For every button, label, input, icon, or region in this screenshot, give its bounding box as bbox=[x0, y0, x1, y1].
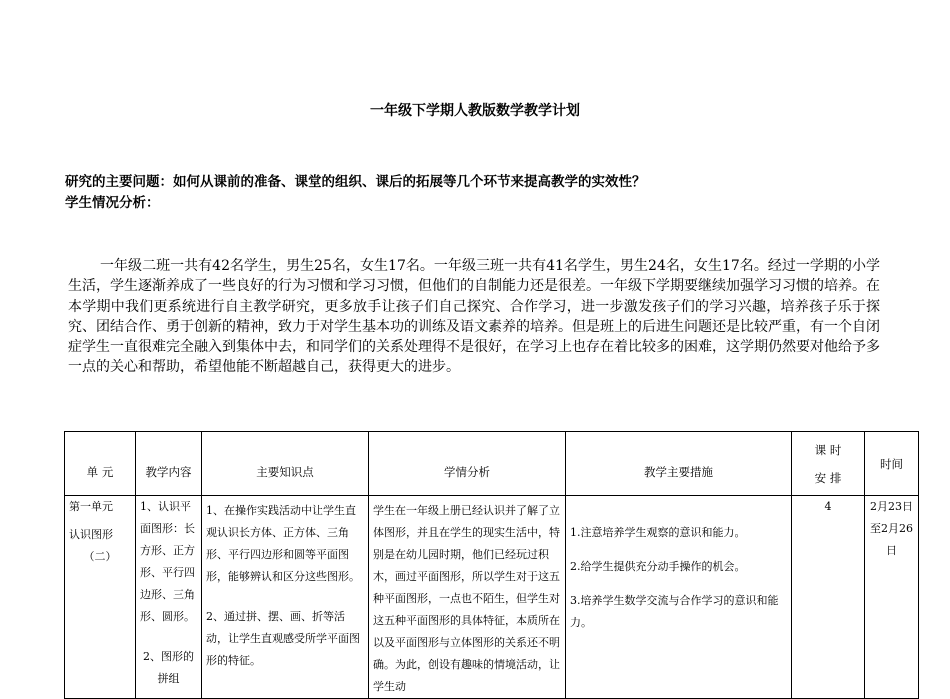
header-knowledge: 主要知识点 bbox=[202, 432, 369, 496]
student-analysis-heading: 学生情况分析： bbox=[65, 195, 160, 211]
content-item-1: 1、认识平面图形：长方形、正方形、平行四边形、三角形、圆形。 bbox=[140, 500, 195, 623]
measure-item-3: 3.培养学生数学交流与合作学习的意识和能力。 bbox=[570, 594, 779, 629]
table-header-row bbox=[65, 432, 919, 496]
cell-measures bbox=[566, 496, 792, 699]
cell-analysis bbox=[369, 496, 566, 699]
table-row bbox=[65, 496, 919, 699]
student-analysis-paragraph: 一年级二班一共有42名学生，男生25名，女生17名。一年级三班一共有41名学生，男生24名，女生17名。经过一学期的小学生活，学生逐渐养成了一些良好的行为习惯和学习习惯，但他们的自制能力还是很差。一年级下学期要继续加强学习习惯的培养。在本学期中我们更系统进行自主教学研究，更多放手让孩子们自己探究、合作学习，进一步激发孩子们的学习兴趣，培养孩子乐于探究、团结合作、勇于创新的精神，致力于对学生基本功的训练及语文素养的培养。但是班上的后进生问题还是比较严重，有一个自闭症学生一直很难完全融入到集体中去，和同学们的关系处理得不是很好，在学习上也存在着比较多的困难，这学期仍然要对他给予多一点的关心和帮助，希望他能不断超越自己，获得更大的进步。 bbox=[68, 258, 880, 376]
cell-time: 2月23日至2月26日 bbox=[865, 496, 919, 699]
cell-unit bbox=[65, 496, 136, 699]
unit-line3: （二） bbox=[83, 550, 117, 563]
header-unit: 单 元 bbox=[65, 432, 136, 496]
knowledge-item-1: 1、在操作实践活动中让学生直观认识长方体、正方体、三角形、平行四边形和圆等平面图形，能够辨认和区分这些图形。 bbox=[206, 504, 360, 583]
research-question: 研究的主要问题：如何从课前的准备、课堂的组织、课后的拓展等几个环节来提高教学的实效性？ bbox=[65, 174, 646, 190]
measure-item-2: 2.给学生提供充分动手操作的机会。 bbox=[570, 560, 746, 573]
cell-knowledge bbox=[202, 496, 369, 699]
content-item-2: 2、图形的拼组 bbox=[143, 650, 194, 685]
knowledge-item-2: 2、通过拼、摆、画、折等活动，让学生直观感受所学平面图形的特征。 bbox=[206, 610, 360, 667]
cell-content bbox=[136, 496, 202, 699]
cell-hours: 4 bbox=[792, 496, 865, 699]
unit-line2: 认识图形 bbox=[69, 528, 113, 541]
header-content: 教学内容 bbox=[136, 432, 202, 496]
header-hours-line2: 安 排 bbox=[814, 470, 842, 485]
header-hours-line1: 课 时 bbox=[814, 442, 842, 457]
header-hours bbox=[792, 432, 865, 496]
document-title: 一年级下学期人教版数学教学计划 bbox=[370, 103, 580, 119]
unit-line1: 第一单元 bbox=[69, 500, 113, 513]
teaching-plan-table bbox=[64, 431, 919, 699]
analysis-text: 学生在一年级上册已经认识并了解了立体图形，并且在学生的现实生活中，特别是在幼儿园时期，他们已经玩过积木，画过平面图形，所以学生对于这五种平面图形，一点也不陌生，但学生对这五种平面图形的具体特征，本质所在以及平面图形与立体图形的关系还不明确。为此，创设有趣味的情境活动，让学生动 bbox=[373, 504, 560, 693]
header-time: 时间 bbox=[865, 432, 919, 496]
measure-item-1: 1.注意培养学生观察的意识和能力。 bbox=[570, 526, 746, 539]
header-analysis: 学情分析 bbox=[369, 432, 566, 496]
header-measures: 教学主要措施 bbox=[566, 432, 792, 496]
